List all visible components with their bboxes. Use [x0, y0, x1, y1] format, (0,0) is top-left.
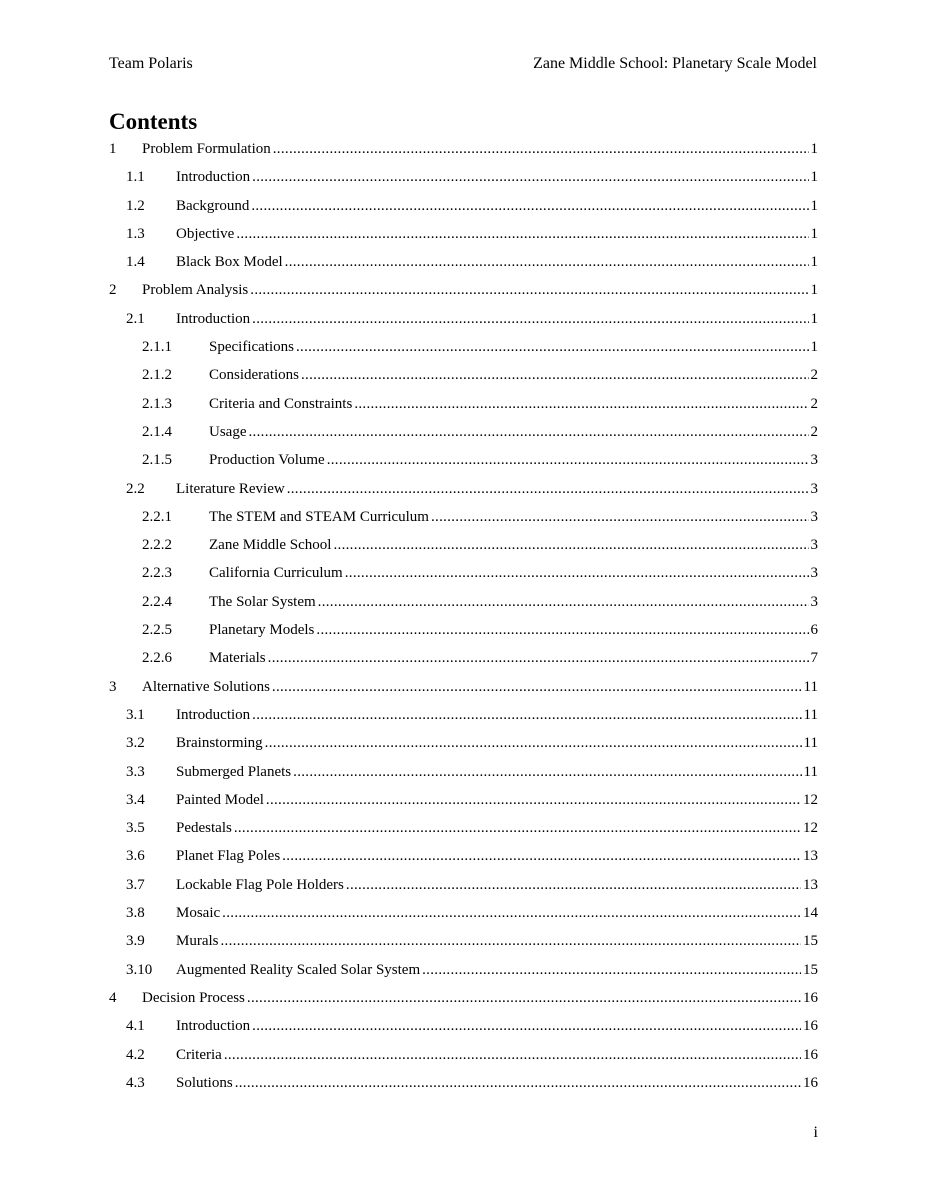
toc-entry[interactable]: [109, 1044, 818, 1072]
toc-dot-leader: [285, 251, 809, 273]
toc-entry-page: 6: [810, 622, 818, 639]
toc-entry[interactable]: [109, 364, 818, 392]
toc-dot-leader: [236, 223, 808, 245]
toc-entry-label: Decision Process: [142, 989, 245, 1006]
toc-entry[interactable]: [109, 223, 818, 251]
toc-entry-page: 3: [810, 537, 818, 554]
toc-entry-number: 4.1: [126, 1018, 145, 1035]
toc-entry-number: 3.3: [126, 763, 145, 780]
toc-dot-leader: [296, 336, 809, 358]
toc-entry-label: The STEM and STEAM Curriculum: [209, 508, 429, 525]
toc-entry-number: 2: [109, 282, 117, 299]
toc-entry-page: 2: [810, 423, 818, 440]
toc-dot-leader: [287, 478, 809, 500]
toc-entry[interactable]: [109, 251, 818, 279]
toc-entry-page: 1: [810, 197, 818, 214]
toc-entry-page: 12: [803, 791, 818, 808]
toc-dot-leader: [252, 1015, 801, 1037]
toc-entry-page: 1: [810, 339, 818, 356]
contents-heading: Contents: [109, 109, 198, 134]
toc-entry-number: 2.2.1: [142, 508, 172, 525]
toc-entry-number: 2.1.2: [142, 367, 172, 384]
toc-entry[interactable]: [109, 619, 818, 647]
toc-dot-leader: [327, 449, 809, 471]
toc-entry-number: 2.2.5: [142, 622, 172, 639]
toc-entry-page: 1: [810, 310, 818, 327]
toc-entry-page: 1: [810, 282, 818, 299]
toc-dot-leader: [318, 591, 809, 613]
toc-entry-number: 2.2.4: [142, 593, 172, 610]
toc-entry-label: The Solar System: [209, 593, 316, 610]
toc-entry-label: Criteria: [176, 1046, 222, 1063]
toc-entry[interactable]: [109, 902, 818, 930]
toc-entry-number: 3.10: [126, 961, 153, 978]
toc-entry-number: 3.8: [126, 905, 145, 922]
toc-entry[interactable]: [109, 449, 818, 477]
toc-dot-leader: [422, 959, 801, 981]
toc-entry-label: Production Volume: [209, 452, 325, 469]
toc-entry-page: 2: [810, 395, 818, 412]
toc-dot-leader: [249, 421, 809, 443]
toc-dot-leader: [293, 761, 801, 783]
toc-entry-label: Introduction: [176, 1018, 251, 1035]
toc-entry-number: 2.1.4: [142, 423, 172, 440]
toc-entry-number: 1.4: [126, 254, 145, 271]
toc-entry-page: 7: [810, 650, 818, 667]
toc-entry-page: 16: [803, 1074, 818, 1091]
toc-dot-leader: [354, 393, 808, 415]
toc-dot-leader: [234, 817, 801, 839]
toc-entry[interactable]: [109, 562, 818, 590]
toc-entry[interactable]: [109, 393, 818, 421]
toc-entry-label: Alternative Solutions: [142, 678, 270, 695]
toc-entry-page: 16: [803, 1046, 818, 1063]
toc-entry[interactable]: [109, 704, 818, 732]
toc-entry-number: 2.1.1: [142, 339, 172, 356]
toc-entry-page: 3: [810, 480, 818, 497]
toc-entry-number: 1.2: [126, 197, 145, 214]
toc-entry-page: 3: [810, 452, 818, 469]
toc-dot-leader: [222, 902, 801, 924]
toc-dot-leader: [316, 619, 808, 641]
toc-entry-number: 3.7: [126, 876, 145, 893]
toc-entry-label: California Curriculum: [209, 565, 343, 582]
toc-dot-leader: [250, 279, 808, 301]
toc-dot-leader: [282, 845, 801, 867]
toc-entry-number: 3: [109, 678, 117, 695]
table-of-contents: [109, 138, 818, 1100]
toc-dot-leader: [345, 562, 809, 584]
toc-entry[interactable]: [109, 817, 818, 845]
toc-entry-number: 3.1: [126, 706, 145, 723]
toc-entry[interactable]: [109, 591, 818, 619]
toc-entry[interactable]: [109, 1072, 818, 1100]
toc-entry-number: 4: [109, 989, 117, 1006]
toc-entry-number: 3.2: [126, 735, 145, 752]
toc-entry[interactable]: [109, 789, 818, 817]
toc-dot-leader: [346, 874, 801, 896]
toc-entry-label: Black Box Model: [176, 254, 283, 271]
toc-entry-label: Introduction: [176, 169, 251, 186]
header-team-name: Team Polaris: [109, 55, 193, 72]
toc-entry-page: 11: [803, 706, 818, 723]
toc-entry-label: Criteria and Constraints: [209, 395, 353, 412]
header-document-title: Zane Middle School: Planetary Scale Model: [533, 55, 817, 72]
toc-dot-leader: [247, 987, 801, 1009]
toc-entry-page: 1: [810, 169, 818, 186]
toc-entry[interactable]: [109, 1015, 818, 1043]
toc-entry[interactable]: [109, 930, 818, 958]
toc-entry-number: 1.1: [126, 169, 145, 186]
toc-entry[interactable]: [109, 959, 818, 987]
toc-entry-number: 4.2: [126, 1046, 145, 1063]
toc-entry-label: Solutions: [176, 1074, 233, 1091]
toc-entry-page: 3: [810, 565, 818, 582]
toc-entry[interactable]: [109, 874, 818, 902]
toc-entry[interactable]: [109, 732, 818, 760]
toc-entry-label: Considerations: [209, 367, 299, 384]
toc-entry-label: Pedestals: [176, 820, 232, 837]
toc-entry-label: Submerged Planets: [176, 763, 292, 780]
toc-entry-label: Augmented Reality Scaled Solar System: [176, 961, 421, 978]
toc-dot-leader: [431, 506, 809, 528]
toc-entry-number: 3.5: [126, 820, 145, 837]
toc-dot-leader: [265, 732, 802, 754]
toc-entry[interactable]: [109, 478, 818, 506]
toc-entry[interactable]: [109, 138, 818, 166]
toc-dot-leader: [224, 1044, 801, 1066]
toc-entry[interactable]: [109, 987, 818, 1015]
toc-dot-leader: [251, 195, 808, 217]
toc-entry-number: 1: [109, 141, 117, 157]
toc-entry-label: Literature Review: [176, 480, 285, 497]
toc-entry-page: 11: [803, 735, 818, 752]
toc-entry-label: Problem Analysis: [142, 282, 249, 299]
toc-dot-leader: [333, 534, 808, 556]
toc-entry-label: Introduction: [176, 706, 251, 723]
toc-entry-label: Zane Middle School: [209, 537, 332, 554]
toc-entry-page: 11: [803, 763, 818, 780]
toc-dot-leader: [252, 704, 801, 726]
toc-entry-label: Murals: [176, 933, 219, 950]
toc-dot-leader: [273, 138, 809, 160]
toc-dot-leader: [268, 647, 809, 669]
toc-entry-page: 16: [803, 1018, 818, 1035]
toc-entry[interactable]: [109, 506, 818, 534]
toc-entry-label: Problem Formulation: [142, 141, 271, 157]
toc-entry[interactable]: [109, 761, 818, 789]
toc-entry-number: 2.2.6: [142, 650, 172, 667]
toc-entry-label: Introduction: [176, 310, 251, 327]
toc-entry-label: Mosaic: [176, 905, 221, 922]
toc-entry[interactable]: [109, 308, 818, 336]
toc-entry-page: 13: [803, 876, 818, 893]
toc-entry-number: 2.2.2: [142, 537, 172, 554]
toc-entry-page: 1: [810, 254, 818, 271]
toc-entry-label: Brainstorming: [176, 735, 263, 752]
toc-entry-page: 2: [810, 367, 818, 384]
toc-entry-page: 3: [810, 508, 818, 525]
toc-entry-label: Planetary Models: [209, 622, 315, 639]
toc-entry-page: 16: [803, 989, 818, 1006]
toc-entry[interactable]: [109, 336, 818, 364]
toc-entry[interactable]: [109, 845, 818, 873]
toc-entry-page: 13: [803, 848, 818, 865]
toc-dot-leader: [235, 1072, 801, 1094]
toc-entry[interactable]: [109, 534, 818, 562]
toc-entry-label: Painted Model: [176, 791, 264, 808]
toc-entry-page: 12: [803, 820, 818, 837]
toc-entry-number: 3.9: [126, 933, 145, 950]
toc-entry-number: 2.1: [126, 310, 145, 327]
toc-entry-number: 2.1.3: [142, 395, 172, 412]
toc-entry-label: Objective: [176, 225, 235, 242]
toc-entry-label: Planet Flag Poles: [176, 848, 281, 865]
toc-entry-number: 3.4: [126, 791, 145, 808]
toc-dot-leader: [301, 364, 809, 386]
toc-entry-label: Usage: [209, 423, 247, 440]
toc-entry-page: 1: [810, 225, 818, 242]
toc-entry-page: 3: [810, 593, 818, 610]
toc-entry-label: Materials: [209, 650, 266, 667]
toc-entry-number: 1.3: [126, 225, 145, 242]
toc-entry[interactable]: [109, 647, 818, 675]
toc-dot-leader: [252, 308, 808, 330]
toc-entry-page: 1: [810, 141, 818, 157]
toc-entry-label: Lockable Flag Pole Holders: [176, 876, 344, 893]
toc-entry-page: 15: [803, 961, 818, 978]
toc-entry-label: Background: [176, 197, 250, 214]
toc-entry-number: 2.2: [126, 480, 145, 497]
page-number: i: [813, 1124, 818, 1141]
toc-entry-number: 2.1.5: [142, 452, 172, 469]
toc-entry[interactable]: [109, 676, 818, 704]
toc-entry-page: 11: [803, 678, 818, 695]
toc-dot-leader: [221, 930, 802, 952]
toc-entry[interactable]: [109, 279, 818, 307]
toc-dot-leader: [266, 789, 801, 811]
toc-dot-leader: [272, 676, 802, 698]
toc-entry-number: 4.3: [126, 1074, 145, 1091]
toc-dot-leader: [252, 166, 808, 188]
toc-entry-page: 14: [803, 905, 818, 922]
toc-entry-label: Specifications: [209, 339, 294, 356]
toc-entry-number: 3.6: [126, 848, 145, 865]
toc-entry[interactable]: [109, 421, 818, 449]
toc-entry-number: 2.2.3: [142, 565, 172, 582]
toc-entry-page: 15: [803, 933, 818, 950]
toc-entry[interactable]: [109, 166, 818, 194]
toc-entry[interactable]: [109, 195, 818, 223]
